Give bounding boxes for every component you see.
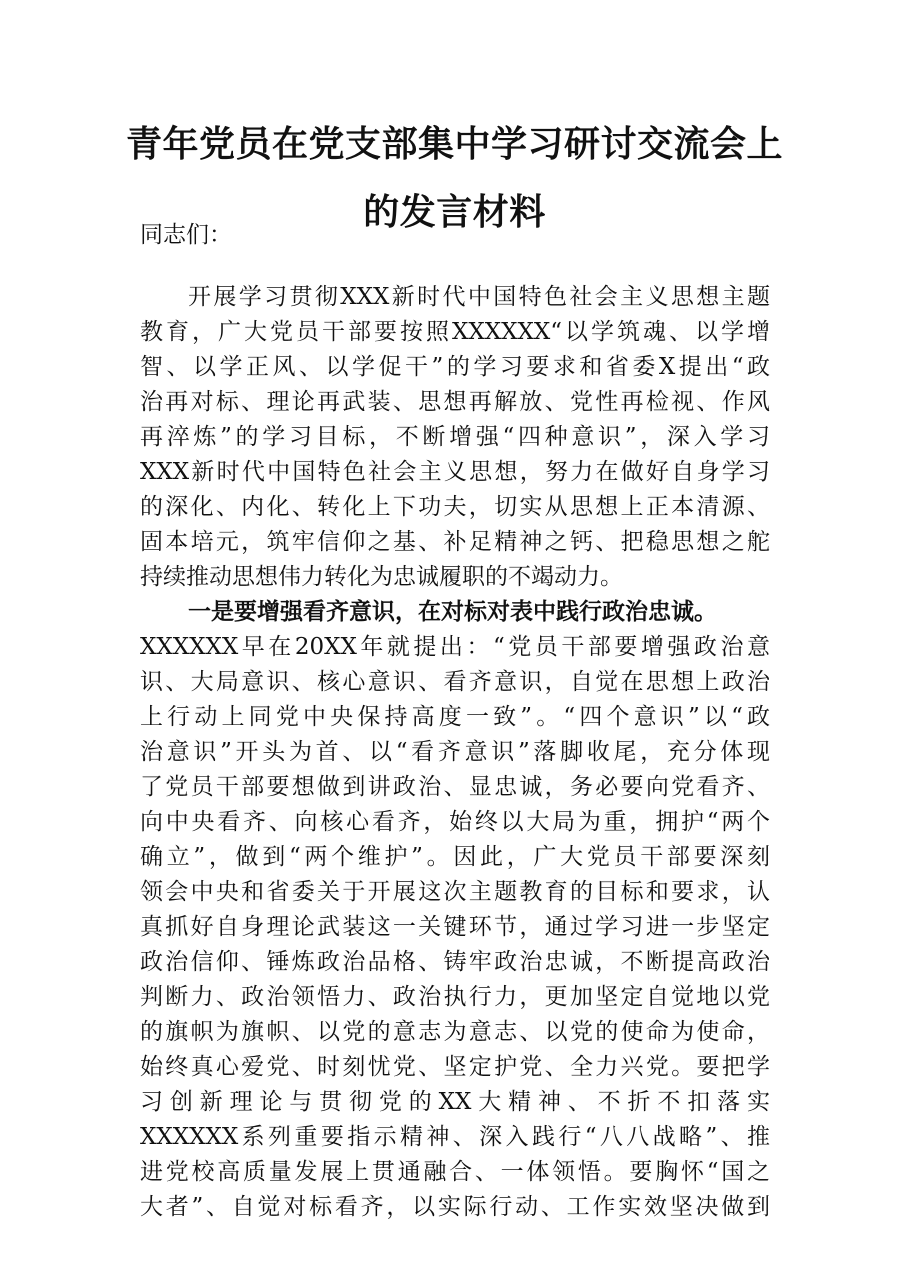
section-line: 向中央看齐、向核心看齐，始终以大局为重，拥护“两个 bbox=[140, 809, 770, 835]
paragraph-line: 的深化、内化、转化上下功夫，切实从思想上正本清源、 bbox=[140, 494, 770, 520]
paragraph-line: 治再对标、理论再武装、思想再解放、党性再检视、作风 bbox=[140, 389, 770, 415]
paragraph-line: 教育，广大党员干部要按照XXXXXX“以学筑魂、以学增 bbox=[140, 319, 770, 345]
section-line: 的旗帜为旗帜、以党的意志为意志、以党的使命为使命， bbox=[140, 1019, 770, 1045]
section-line: 上行动上同党中央保持高度一致”。“四个意识”以“政 bbox=[140, 704, 770, 730]
section-line: 政治信仰、锤炼政治品格、铸牢政治忠诚，不断提高政治 bbox=[140, 949, 770, 975]
section-heading: 一是要增强看齐意识，在对标对表中践行政治忠诚。 bbox=[188, 598, 717, 625]
paragraph-line: 持续推动思想伟力转化为忠诚履职的不竭动力。 bbox=[140, 564, 623, 590]
section-line: 识、大局意识、核心意识、看齐意识，自觉在思想上政治 bbox=[140, 669, 770, 695]
section-line: 习创新理论与贯彻党的XX大精神、不折不扣落实 bbox=[140, 1089, 770, 1115]
section-line: 始终真心爱党、时刻忧党、坚定护党、全力兴党。要把学 bbox=[140, 1054, 770, 1080]
greeting: 同志们： bbox=[140, 222, 232, 248]
paragraph-line: 固本培元，筑牢信仰之基、补足精神之钙、把稳思想之舵 bbox=[140, 529, 770, 555]
section-line: XXXXXX系列重要指示精神、深入践行“八八战略”、推 bbox=[140, 1124, 770, 1150]
paragraph-line: 开展学习贯彻XXX新时代中国特色社会主义思想主题 bbox=[188, 284, 770, 310]
paragraph-line: XXX新时代中国特色社会主义思想，努力在做好自身学习 bbox=[140, 459, 770, 485]
section-line: 领会中央和省委关于开展这次主题教育的目标和要求，认 bbox=[140, 879, 770, 905]
section-line: XXXXXX早在20XX年就提出：“党员干部要增强政治意 bbox=[140, 634, 770, 660]
section-line: 真抓好自身理论武装这一关键环节，通过学习进一步坚定 bbox=[140, 914, 770, 940]
section-line: 确立”，做到“两个维护”。因此，广大党员干部要深刻 bbox=[140, 844, 770, 870]
document-title-line-1: 青年党员在党支部集中学习研讨交流会上 bbox=[125, 123, 783, 165]
section-line: 判断力、政治领悟力、政治执行力，更加坚定自觉地以党 bbox=[140, 984, 770, 1010]
document-title-line-2: 的发言材料 bbox=[363, 191, 546, 233]
section-line: 进党校高质量发展上贯通融合、一体领悟。要胸怀“国之 bbox=[140, 1159, 770, 1185]
section-line: 大者”、自觉对标看齐，以实际行动、工作实效坚决做到 bbox=[140, 1194, 770, 1220]
paragraph-line: 智、以学正风、以学促干”的学习要求和省委X提出“政 bbox=[140, 354, 770, 380]
paragraph-line: 再淬炼”的学习目标，不断增强“四种意识”，深入学习 bbox=[140, 424, 770, 450]
section-line: 治意识”开头为首、以“看齐意识”落脚收尾，充分体现 bbox=[140, 739, 770, 765]
section-line: 了党员干部要想做到讲政治、显忠诚，务必要向党看齐、 bbox=[140, 774, 770, 800]
